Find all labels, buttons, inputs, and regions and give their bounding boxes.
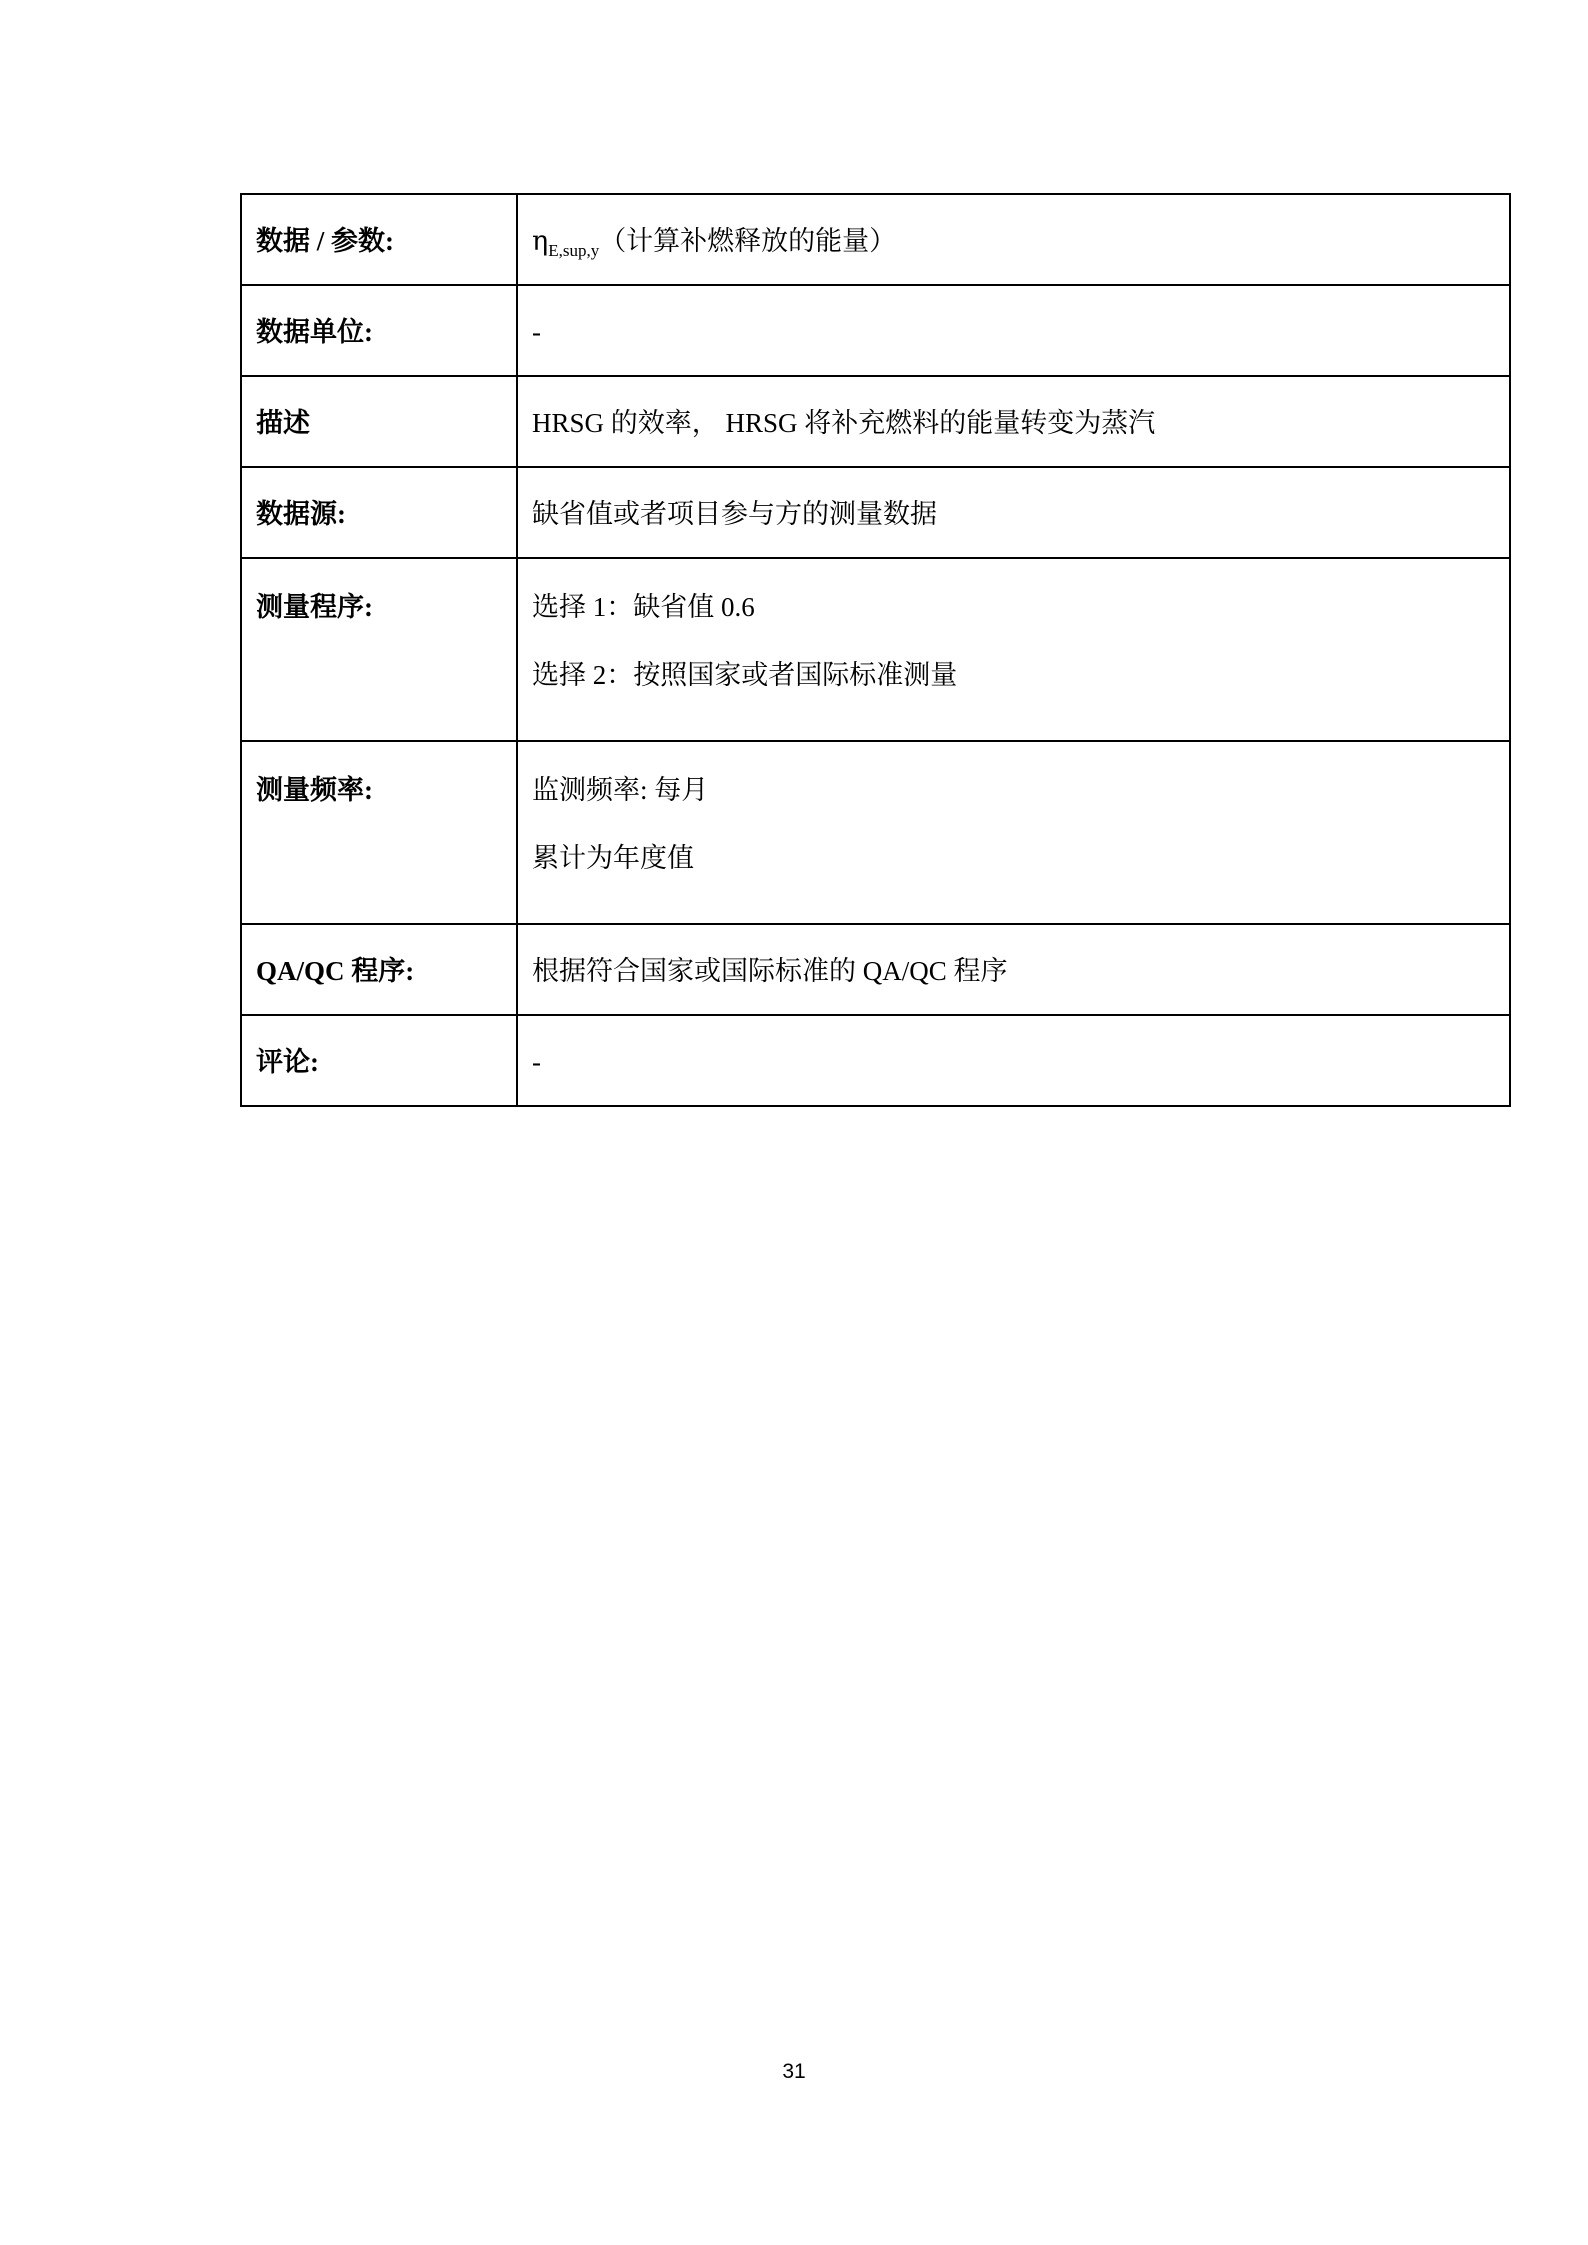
table-row [241,1015,1510,1106]
row-label [241,741,517,924]
row-label [241,376,517,467]
row-label-text: QA/QC 程序: [256,956,415,986]
row-value-line: 选择 2：按照国家或者国际标准测量 [532,660,958,690]
row-label [241,558,517,741]
parameter-symbol [532,195,1495,260]
row-value [517,467,1510,558]
parameter-table [240,193,1511,1107]
table-row [241,467,1510,558]
row-label-text: 数据源: [256,499,346,529]
row-value [517,741,1510,924]
row-value-text: - [532,1047,541,1077]
table-row [241,285,1510,376]
row-value [517,194,1510,285]
table-row [241,558,1510,741]
row-label [241,1015,517,1106]
row-value [517,924,1510,1015]
row-label-text: 测量频率: [256,775,373,805]
table-row [241,194,1510,285]
row-value-text: 缺省值或者项目参与方的测量数据 [532,499,937,529]
row-value [517,285,1510,376]
row-value-text: HRSG 的效率， HRSG 将补充燃料的能量转变为蒸汽 [532,408,1156,438]
row-label-text: 数据单位: [256,317,373,347]
row-value [517,558,1510,741]
row-label [241,194,517,285]
symbol-subscript: E,sup,y [548,241,600,260]
eta-symbol: η [532,226,549,257]
table-row [241,741,1510,924]
row-label-text: 描述 [256,408,310,438]
table-row [241,924,1510,1015]
row-value [517,376,1510,467]
row-label [241,924,517,1015]
row-value [517,1015,1510,1106]
row-label [241,285,517,376]
row-label [241,467,517,558]
row-value-line: 监测频率: 每月 [532,775,709,805]
page-number: 31 [782,2060,806,2083]
row-value-line: 选择 1：缺省值 0.6 [532,592,755,622]
symbol-description: （计算补燃释放的能量） [599,226,897,256]
row-value-text: 根据符合国家或国际标准的 QA/QC 程序 [532,956,1008,986]
row-label-text: 评论: [256,1047,319,1077]
row-label-text: 测量程序: [256,592,373,622]
table-row [241,376,1510,467]
row-value-text: - [532,317,541,347]
row-value-line: 累计为年度值 [532,843,694,873]
row-label-text: 数据 / 参数: [256,226,394,256]
